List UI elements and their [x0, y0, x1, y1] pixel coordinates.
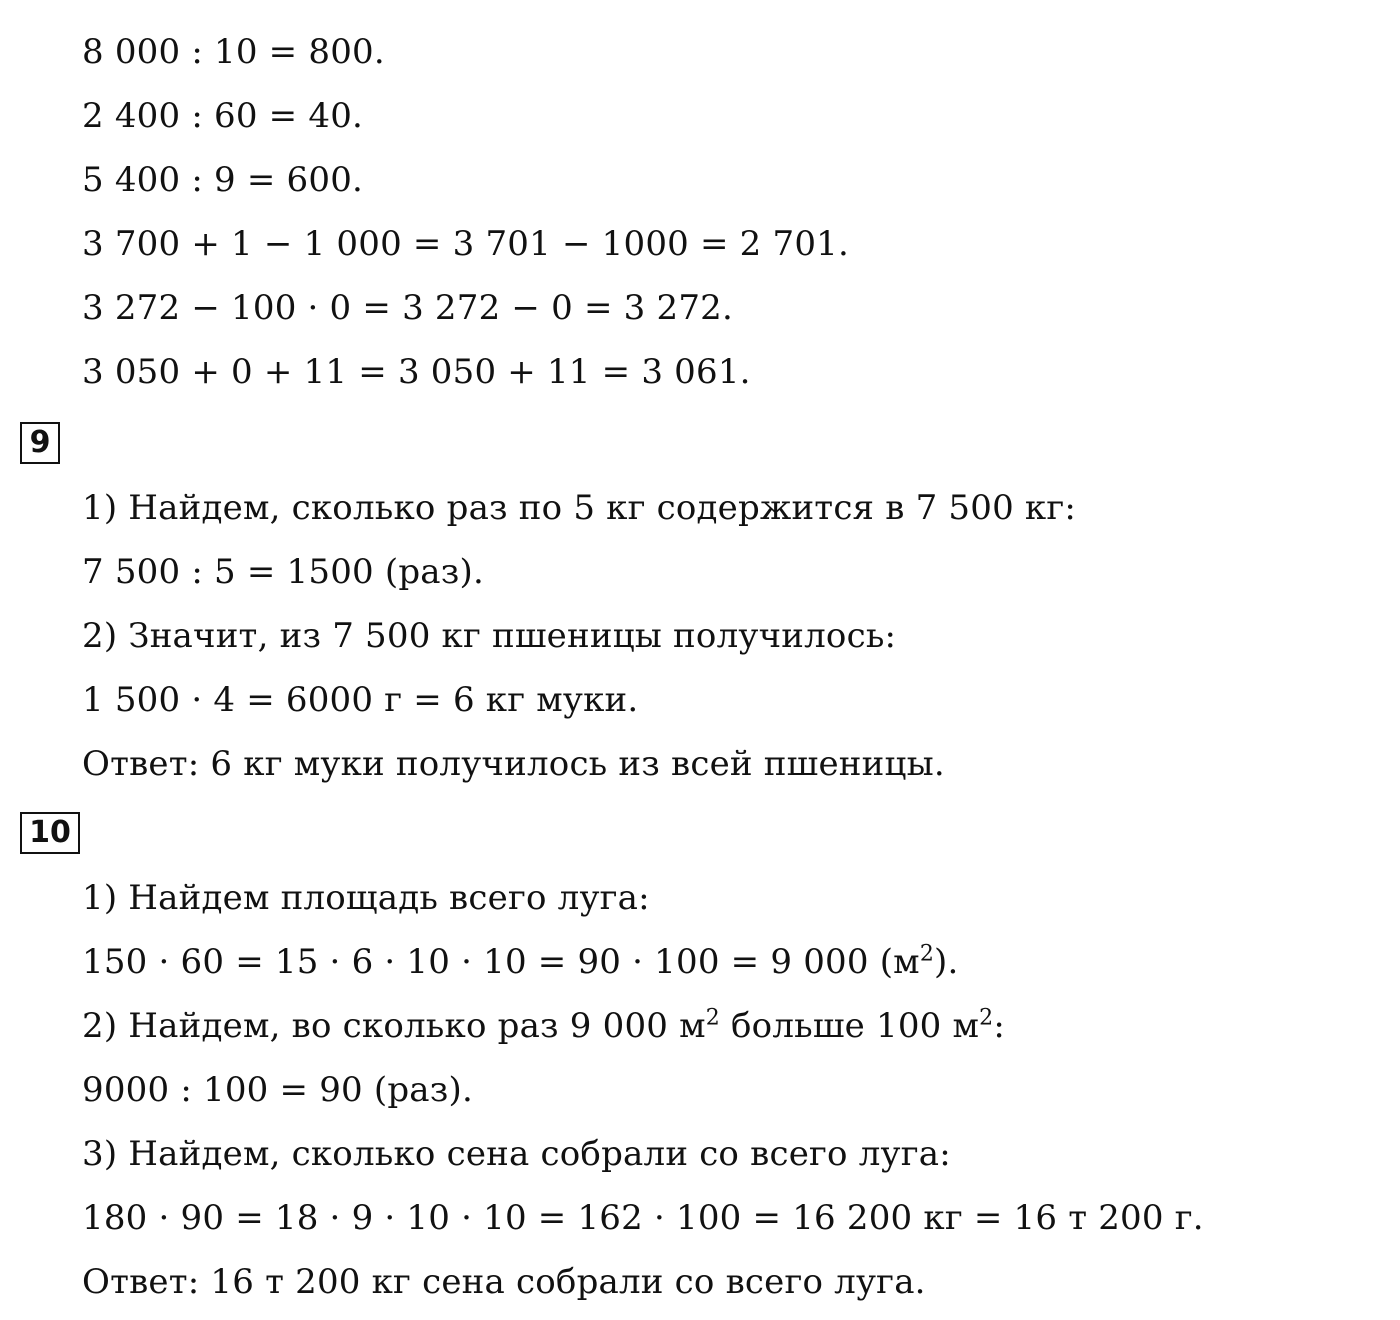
prior-line-1: 8 000 : 10 = 800. [82, 32, 385, 72]
task-10-line-3-text-c: : [993, 1006, 1006, 1046]
task-9-line-3: 2) Значит, из 7 500 кг пшеницы получилось: [82, 616, 897, 656]
task-10-line-2 [82, 942, 959, 982]
task-10-line-3-text-a: 2) Найдем, во сколько раз 9 000 м [82, 1006, 706, 1046]
task-9-line-4: 1 500 · 4 = 6000 г = 6 кг муки. [82, 680, 639, 720]
task-9-answer: Ответ: 6 кг муки получилось из всей пшеницы. [82, 744, 945, 784]
superscript-2: 2 [919, 941, 935, 967]
task-10-line-6: 180 · 90 = 18 · 9 · 10 · 10 = 162 · 100 = 16 200 кг = 16 т 200 г. [82, 1198, 1204, 1238]
prior-line-6: 3 050 + 0 + 11 = 3 050 + 11 = 3 061. [82, 352, 751, 392]
task-10-line-2-text: 150 · 60 = 15 · 6 · 10 · 10 = 90 · 100 = 9 000 (м [82, 942, 920, 982]
task-9-line-2: 7 500 : 5 = 1500 (раз). [82, 552, 484, 592]
prior-line-2: 2 400 : 60 = 40. [82, 96, 364, 136]
task-10-number-badge: 10 [20, 812, 80, 854]
task-10-line-4: 9000 : 100 = 90 (раз). [82, 1070, 473, 1110]
task-9-line-1: 1) Найдем, сколько раз по 5 кг содержится в 7 500 кг: [82, 488, 1077, 528]
prior-line-4: 3 700 + 1 − 1 000 = 3 701 − 1000 = 2 701. [82, 224, 850, 264]
task-10-answer: Ответ: 16 т 200 кг сена собрали со всего луга. [82, 1262, 926, 1302]
task-10-line-3 [82, 1006, 1005, 1046]
task-10-line-5: 3) Найдем, сколько сена собрали со всего луга: [82, 1134, 951, 1174]
prior-line-3: 5 400 : 9 = 600. [82, 160, 364, 200]
task-10-line-3-text-b: больше 100 м [720, 1006, 980, 1046]
superscript-2: 2 [705, 1005, 720, 1031]
task-10-line-1: 1) Найдем площадь всего луга: [82, 878, 650, 918]
task-10-line-2-end: ). [934, 942, 959, 982]
superscript-2: 2 [979, 1005, 994, 1031]
task-9-number-badge: 9 [20, 422, 60, 464]
prior-line-5: 3 272 − 100 · 0 = 3 272 − 0 = 3 272. [82, 288, 734, 328]
